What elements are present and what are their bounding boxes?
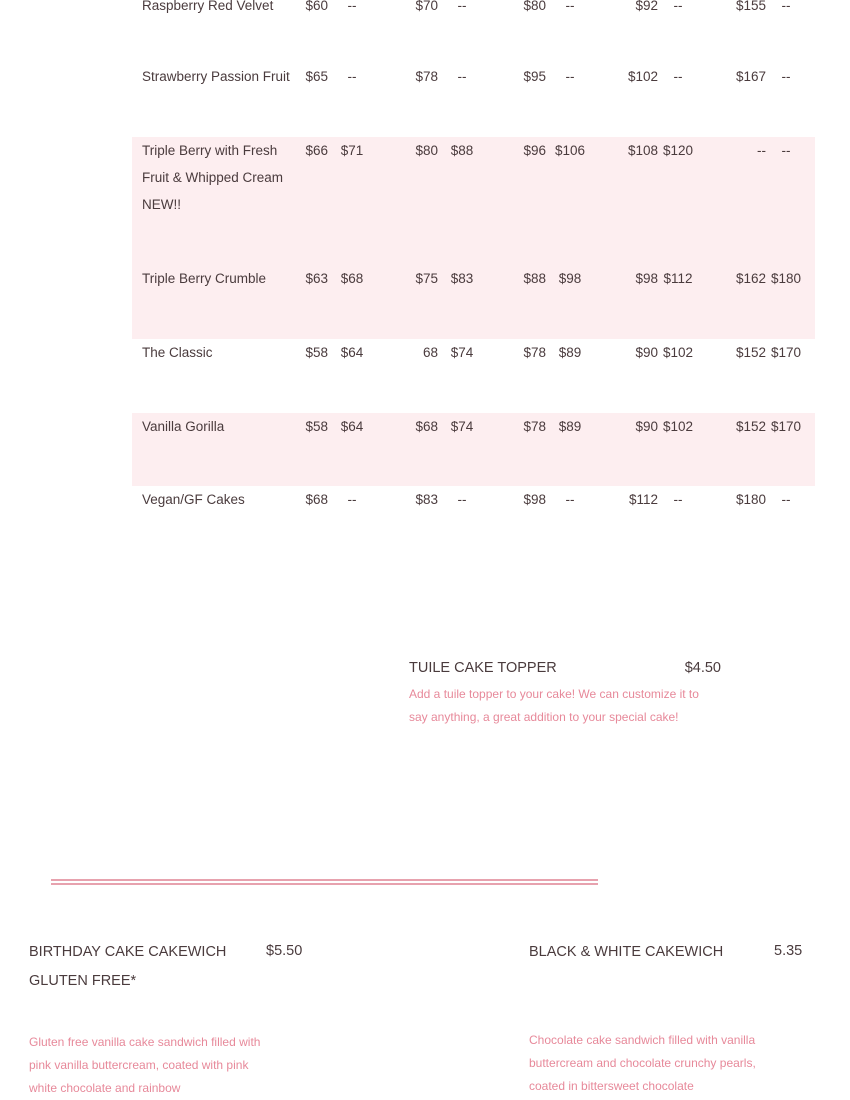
item-price: 5.35: [774, 943, 803, 959]
cake-name: Raspberry Red Velvet: [142, 0, 274, 13]
price-cell: $66: [305, 143, 328, 158]
price-cell: $88: [523, 271, 546, 286]
price-cell: $102: [662, 345, 694, 360]
price-cell: $68: [415, 419, 438, 434]
price-cell: $167: [735, 69, 766, 84]
price-cell: $112: [663, 271, 693, 286]
price-cell: $102: [627, 69, 658, 84]
price-cell: $78: [523, 419, 546, 434]
price-cell: --: [781, 0, 791, 13]
cake-name: Vanilla Gorilla: [142, 419, 225, 434]
menu-item: [29, 938, 319, 1093]
price-cell: $74: [450, 345, 474, 360]
menu-item: [529, 938, 809, 1093]
price-cell: --: [347, 69, 357, 84]
table-row: [132, 137, 815, 265]
price-cell: $68: [340, 271, 364, 286]
cake-name: Strawberry Passion Fruit: [142, 69, 290, 84]
price-cell: $170: [770, 419, 802, 434]
price-cell: $80: [523, 0, 546, 13]
price-cell: --: [565, 492, 575, 507]
price-cell: $120: [662, 143, 694, 158]
item-title: TUILE CAKE TOPPER: [409, 660, 557, 676]
price-cell: $75: [415, 271, 438, 286]
price-cell: $102: [662, 419, 694, 434]
table-row: [132, 0, 815, 66]
price-cell: $78: [523, 345, 546, 360]
price-cell: $152: [735, 419, 766, 434]
price-cell: $90: [635, 345, 658, 360]
price-cell: $88: [450, 143, 474, 158]
price-cell: --: [347, 492, 357, 507]
price-cell: $71: [340, 143, 364, 158]
table-row: [132, 265, 815, 339]
price-cell: --: [673, 492, 683, 507]
section-divider: [51, 879, 598, 885]
price-cell: $98: [523, 492, 546, 507]
item-description: Chocolate cake sandwich filled with vanilla buttercream and chocolate crunchy pearls, coated in bittersweet chocolate: [529, 1033, 756, 1093]
price-cell: $92: [635, 0, 658, 13]
item-description: Add a tuile topper to your cake! We can customize it to say anything, a great addition to your special cake!: [409, 687, 699, 724]
price-cell: $68: [305, 492, 328, 507]
price-cell: $152: [735, 345, 766, 360]
price-cell: $58: [305, 419, 328, 434]
table-row: [132, 339, 815, 413]
price-cell: $106: [554, 143, 586, 158]
price-cell: $89: [558, 345, 582, 360]
price-cell: --: [565, 0, 575, 13]
price-cell: --: [781, 69, 791, 84]
price-cell: $155: [735, 0, 766, 13]
price-cell: $58: [305, 345, 328, 360]
table-row: [132, 486, 815, 560]
price-cell: --: [673, 0, 683, 13]
price-cell: --: [781, 492, 791, 507]
price-cell: $78: [415, 69, 438, 84]
price-cell: --: [457, 0, 467, 13]
price-cell: $108: [627, 143, 658, 158]
price-cell: 68: [422, 345, 438, 360]
item-description: Gluten free vanilla cake sandwich filled with pink vanilla buttercream, coated with pink white chocolate and rainbow: [29, 1035, 261, 1095]
item-price: $5.50: [266, 943, 303, 959]
item-title: BLACK & WHITE CAKEWICH: [529, 944, 724, 960]
price-cell: --: [781, 143, 791, 158]
price-cell: $95: [523, 69, 546, 84]
price-cell: $80: [415, 143, 438, 158]
price-cell: --: [457, 69, 467, 84]
price-cell: $60: [305, 0, 328, 13]
price-cell: $98: [635, 271, 658, 286]
price-cell: $112: [628, 492, 658, 507]
item-title: BIRTHDAY CAKE CAKEWICH GLUTEN FREE*: [29, 944, 227, 989]
price-cell: $65: [305, 69, 328, 84]
table-row: [132, 63, 815, 137]
price-cell: $83: [450, 271, 474, 286]
price-cell: $89: [558, 419, 582, 434]
price-cell: $162: [735, 271, 766, 286]
price-cell: $180: [735, 492, 766, 507]
table-row: [132, 413, 815, 486]
price-cell: $170: [770, 345, 802, 360]
price-cell: $63: [305, 271, 328, 286]
price-cell: $90: [635, 419, 658, 434]
price-cell: --: [457, 492, 467, 507]
price-cell: $98: [558, 271, 582, 286]
cake-name: Triple Berry Crumble: [142, 271, 267, 286]
price-cell: --: [565, 69, 575, 84]
price-cell: $83: [415, 492, 438, 507]
price-cell: $70: [415, 0, 438, 13]
price-cell: --: [757, 143, 766, 158]
price-cell: $64: [340, 345, 364, 360]
cake-name: Vegan/GF Cakes: [142, 492, 245, 507]
price-cell: --: [347, 0, 357, 13]
item-price: $4.50: [684, 660, 721, 676]
cake-name: The Classic: [142, 345, 213, 360]
price-cell: --: [673, 69, 683, 84]
price-cell: $74: [450, 419, 474, 434]
price-cell: $64: [340, 419, 364, 434]
price-cell: $180: [770, 271, 802, 286]
cake-name: Triple Berry with Fresh Fruit & Whipped Cream NEW!!: [142, 143, 284, 212]
price-cell: $96: [523, 143, 546, 158]
